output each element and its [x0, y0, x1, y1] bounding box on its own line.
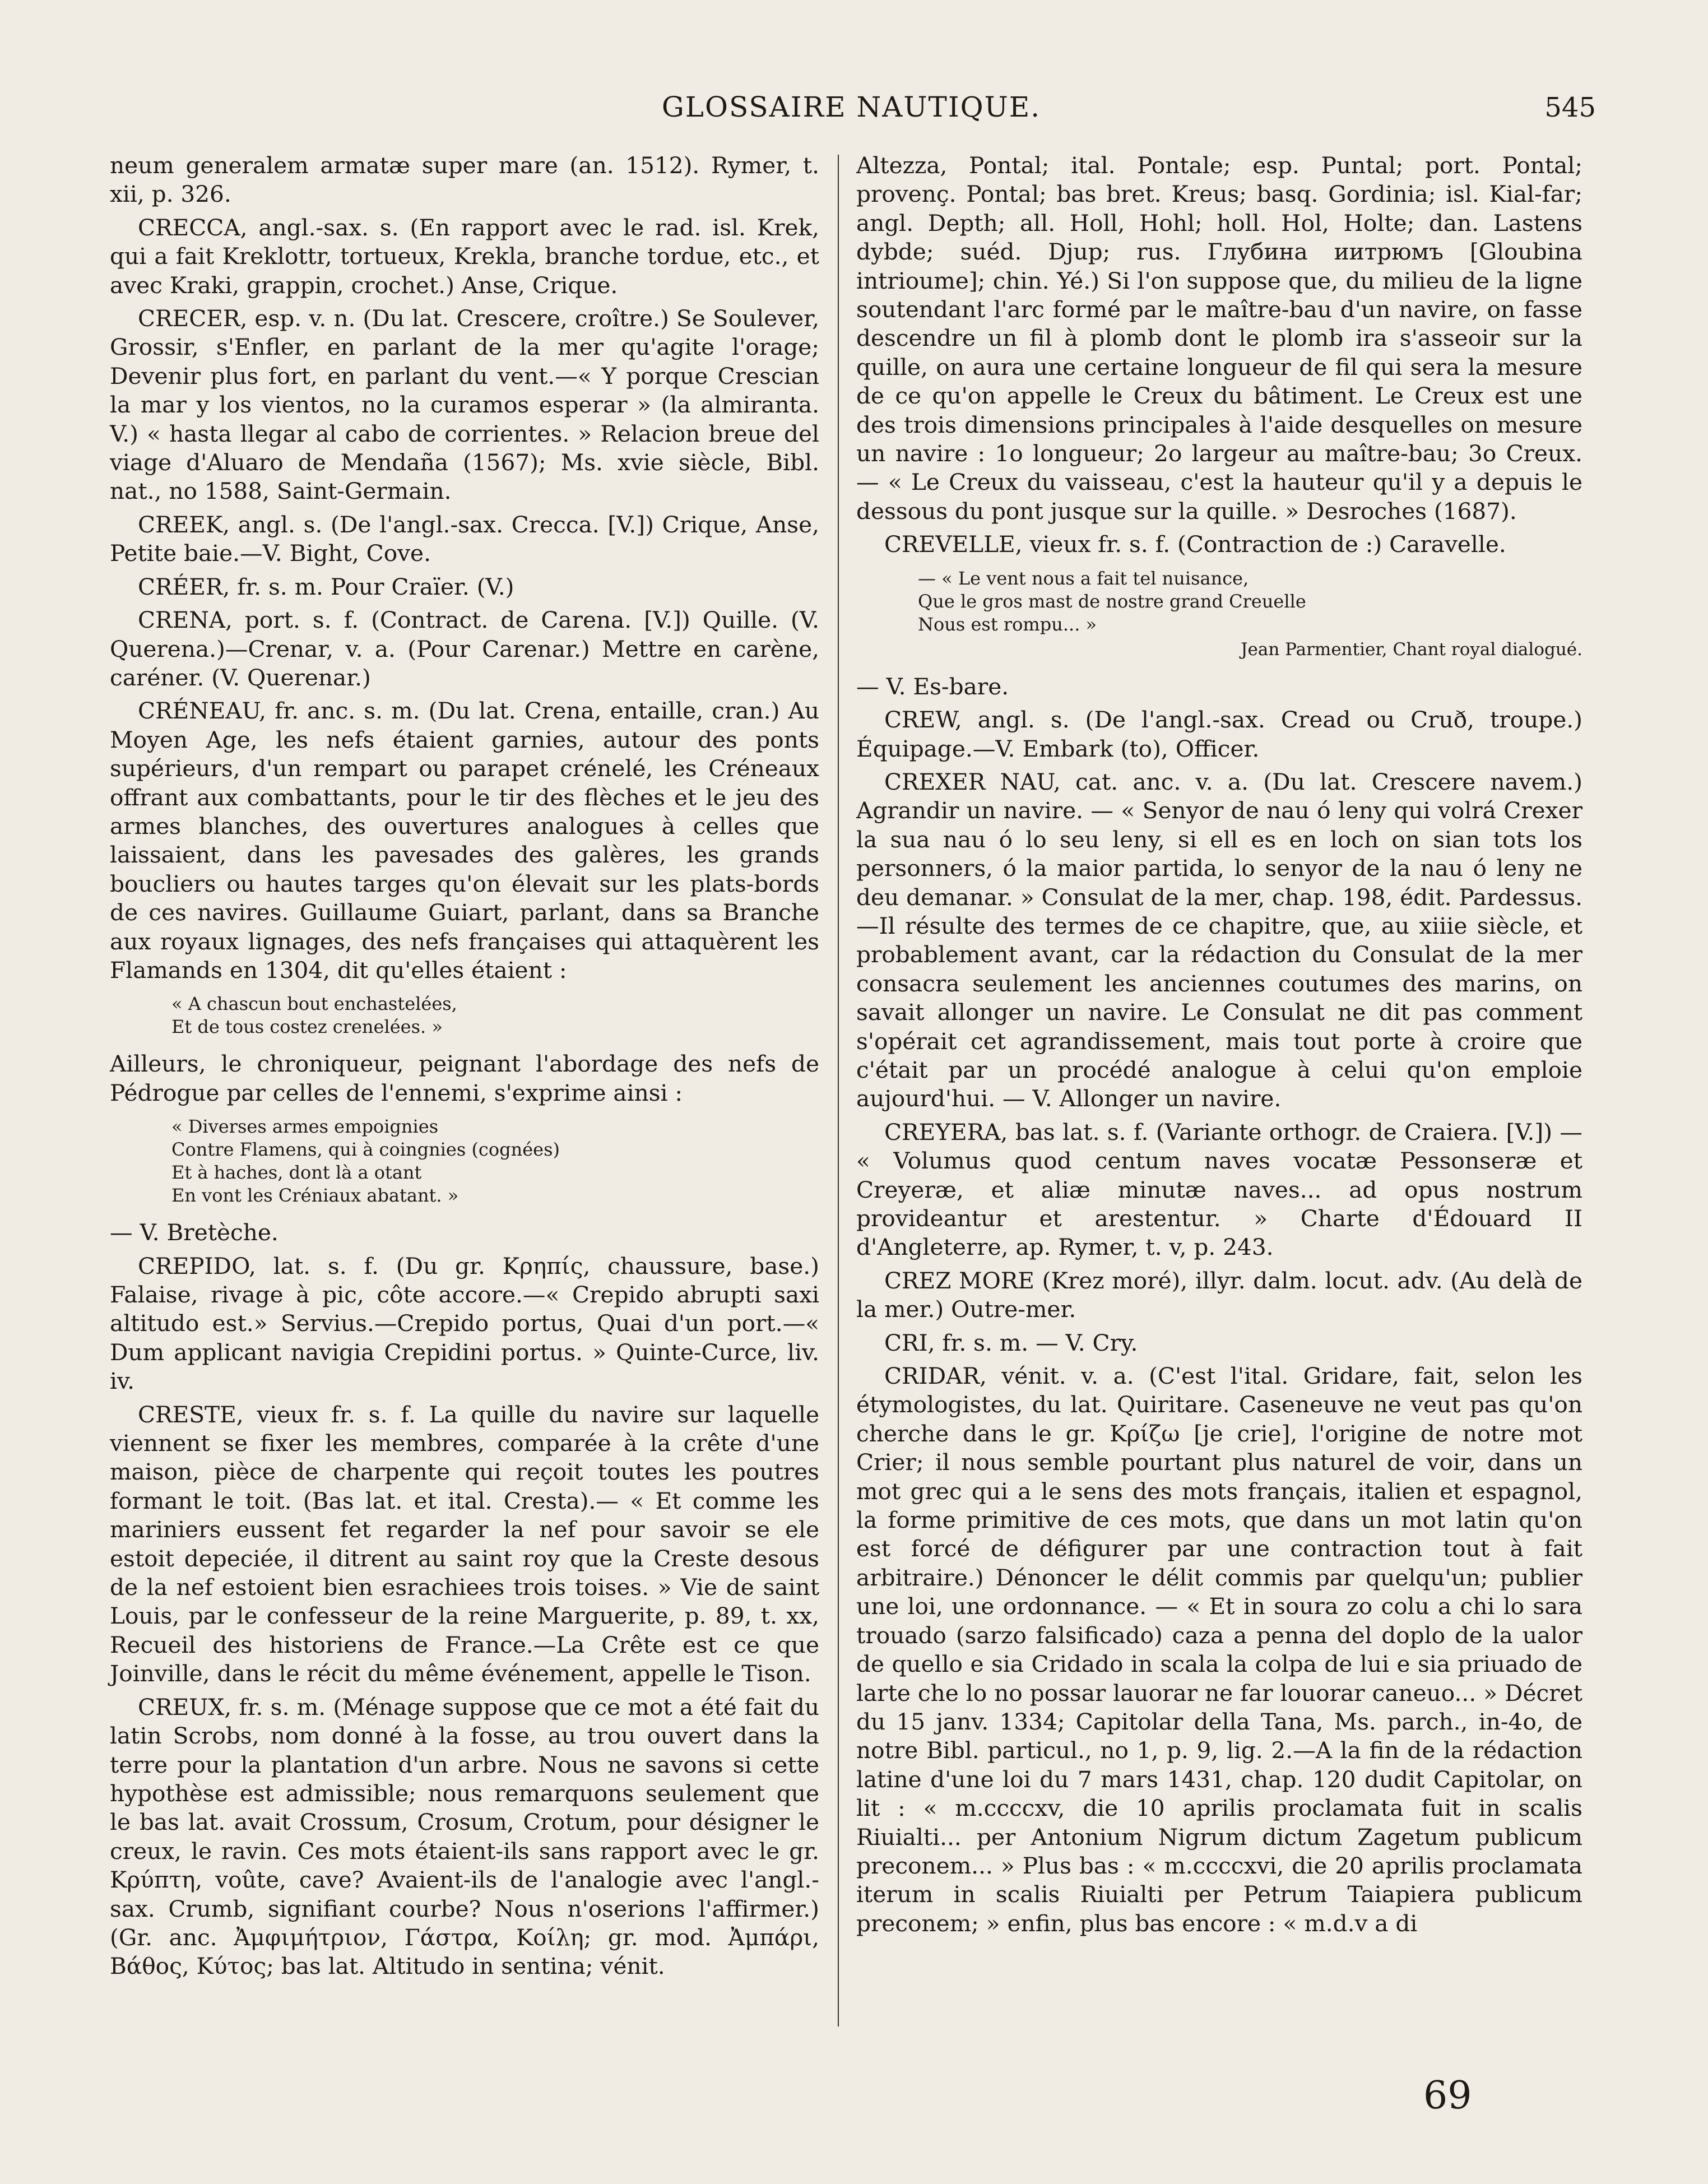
cross-reference: — V. Es-bare.	[856, 673, 1009, 700]
entry-crena: CRENA, port. s. f. (Contract. de Carena. [V.]) Quille. (V. Querena.)—Crenar, v. a. (Pour Carenar.) Mettre en carène, caréner. (V. Querenar.)	[110, 606, 819, 691]
verse-citation: Jean Parmentier, Chant royal dialogué.	[1241, 639, 1582, 660]
cross-reference: — V. Bretèche.	[110, 1219, 279, 1246]
verse-line: « A chascun bout enchastelées,	[171, 993, 457, 1015]
entry-creyera: CREYERA, bas lat. s. f. (Variante orthogr. de Craiera. [V.]) — « Volumus quod centum naves vocatæ Pessonseræ et Creyeræ, et aliæ minutæ naves... ad opus nostrum provideantur et arestentur. » Charte d'Édouard II d'Angleterre, ap. Rymer, t. v, p. 243.	[856, 1118, 1582, 1261]
column-divider	[838, 155, 839, 2027]
verse-line: — « Le vent nous a fait tel nuisance,	[918, 567, 1249, 589]
verse-line: « Diverses armes empoignies	[171, 1116, 439, 1138]
right-column	[856, 151, 1582, 2083]
entry-creneau-cont: Ailleurs, le chroniqueur, peignant l'abordage des nefs de Pédrogue par celles de l'ennemi, s'exprime ainsi :	[110, 1050, 819, 1106]
entry-continuation: neum generalem armatæ super mare (an. 1512). Rymer, t. xii, p. 326.	[110, 152, 819, 208]
page-number: 545	[1544, 92, 1596, 123]
entry-crexer-nau: CREXER NAU, cat. anc. v. a. (Du lat. Crescere navem.) Agrandir un navire. — « Senyor de nau ó leny qui volrá Crexer la sua nau ó lo seu leny, si ell es en loch on sian tots los personners, ó la maior partida, lo senyor de la nau ó leny ne deu demanar. » Consulat de la mer, chap. 198, édit. Pardessus.—Il résulte des termes de ce chapitre, que, au xiiie siècle, et probablement avant, car la rédaction du Consulat de la mer consacra seulement les anciennes coutumes des marins, on savait allonger un navire. Le Consulat ne dit pas comment s'opérait cet agrandissement, mais tout porte à croire que c'était par un procédé analogue à celui qu'on emploie aujourd'hui. — V. Allonger un navire.	[856, 768, 1582, 1112]
entry-crew: CREW, angl. s. (De l'angl.-sax. Cread ou Cruð, troupe.) Équipage.—V. Embark (to), Officer.	[856, 706, 1582, 762]
verse-quote-3	[918, 567, 1582, 661]
entry-crecer: CRECER, esp. v. n. (Du lat. Crescere, croître.) Se Soulever, Grossir, s'Enfler, en parlant de la mer qu'agite l'orage; Devenir plus fort, en parlant du vent.—« Y porque Crescian la mar y los vientos, no la curamos esperar » (la almiranta. V.) « hasta llegar al cabo de corrientes. » Relacion breue del viage d'Aluaro de Mendaña (1567); Ms. xvie siècle, Bibl. nat., no 1588, Saint-Germain.	[110, 305, 819, 505]
entry-crevelle: CREVELLE, vieux fr. s. f. (Contraction de :) Caravelle.	[884, 531, 1506, 558]
entry-creste: CRESTE, vieux fr. s. f. La quille du navire sur laquelle viennent se fixer les membres, comparée à la crête d'une maison, pièce de charpente qui reçoit toutes les poutres formant le toit. (Bas lat. et ital. Cresta).— « Et comme les mariniers eussent fet regarder la nef pour savoir se ele estoit depeciée, il ditrent au saint roy que la Creste desous de la nef estoient bien esrachiees trois toises. » Vie de saint Louis, par le confesseur de la reine Marguerite, p. 89, t. xx, Recueil des historiens de France.—La Crête est ce que Joinville, dans le récit du même événement, appelle le Tison.	[110, 1401, 819, 1687]
entry-creux: CREUX, fr. s. m. (Ménage suppose que ce mot a été fait du latin Scrobs, nom donné à la fosse, au trou ouvert dans la terre pour la plantation d'un arbre. Nous ne savons si cette hypothèse est admissible; nous remarquons seulement que le bas lat. avait Crossum, Crosum, Crotum, pour désigner le creux, le ravin. Ces mots étaient-ils sans rapport avec le gr. Κρύπτη, voûte, cave? Avaient-ils de l'analogie avec l'angl.-sax. Crumb, signifiant courbe? Nous n'oserions l'affirmer.) (Gr. anc. Ἀμφιμήτριον, Γάστρα, Κοίλη; gr. mod. Ἀμπάρι, Βάθος, Κύτος; bas lat. Altitudo in sentina; vénit.	[110, 1693, 819, 1980]
entry-creneau: CRÉNEAU, fr. anc. s. m. (Du lat. Crena, entaille, cran.) Au Moyen Age, les nefs étaient garnies, autour des ponts supérieurs, d'un rempart ou parapet crénelé, les Créneaux offrant aux combattants, pour le tir des flèches et le jeu des armes blanches, des ouvertures analogues à celles que laissaient, dans les pavesades des galères, les grands boucliers ou hautes targes qu'on élevait sur les plats-bords de ces navires. Guillaume Guiart, parlant, dans sa Branche aux royaux lignages, des nefs françaises qui attaquèrent les Flamands en 1304, dit qu'elles étaient :	[110, 697, 819, 984]
verse-line: Contre Flamens, qui à coingnies (cognées)	[171, 1139, 560, 1161]
verse-quote-1	[171, 993, 819, 1038]
verse-line: Nous est rompu... »	[918, 613, 1097, 635]
entry-cri: CRI, fr. s. m. — V. Cry.	[884, 1329, 1138, 1356]
entry-crecca: CRECCA, angl.-sax. s. (En rapport avec le rad. isl. Krek, qui a fait Kreklottr, tortueux, Krekla, branche tordue, etc., et avec Kraki, grappin, crochet.) Anse, Crique.	[110, 214, 819, 299]
entry-crepido: CREPIDO, lat. s. f. (Du gr. Κρηπίς, chaussure, base.) Falaise, rivage à pic, côte accore.—« Crepido abrupti saxi altitudo est.» Servius.—Crepido portus, Quai d'un port.—« Dum applicant navigia Crepidini portus. » Quinte-Curce, liv. iv.	[110, 1252, 819, 1395]
verse-line: Que le gros mast de nostre grand Creuelle	[918, 590, 1306, 612]
verse-line: Et à haches, dont là a otant	[171, 1162, 422, 1184]
entry-creek: CREEK, angl. s. (De l'angl.-sax. Crecca. [V.]) Crique, Anse, Petite baie.—V. Bight, Cove.	[110, 511, 819, 567]
entry-cridar: CRIDAR, vénit. v. a. (C'est l'ital. Gridare, fait, selon les étymologistes, du lat. Quiritare. Caseneuve ne veut pas qu'on cherche dans le gr. Κρίζω [je crie], l'origine de notre mot Crier; il nous semble pourtant plus naturel de voir, dans un mot grec qui a le sens des mots français, italien et espagnol, la forme primitive de ces mots, que dans un mot latin qu'on est forcé de défigurer par une contraction tout à fait arbitraire.) Dénoncer le délit commis par quelqu'un; publier une loi, une ordonnance. — « Et in soura zo colu a chi lo sara trouado (sarzo falsificado) caza a penna del doplo de la ualor de quello e sia Cridado in scala la colpa de lui e sia priuado de larte che lo no possar lauorar ne far louorar caneuo... » Décret du 15 janv. 1334; Capitolar della Tana, Ms. parch., in-4o, de notre Bibl. particul., no 1, p. 9, lig. 2.—A la fin de la rédaction latine d'une loi du 7 mars 1431, chap. 120 dudit Capitolar, on lit : « m.ccccxv, die 10 aprilis proclamata fuit in scalis Riuialti... per Antonium Nigrum dictum Zagetum publicum preconem... » Plus bas : « m.ccccxvi, die 20 aprilis proclamata iterum in scalis Riuialti per Petrum Taiapiera publicum preconem; » enfin, plus bas encore : « m.d.v a di	[856, 1362, 1582, 1937]
entry-creux-cont: Altezza, Pontal; ital. Pontale; esp. Puntal; port. Pontal; provenç. Pontal; bas bret. Kreus; basq. Gordinia; isl. Kial-far; angl. Depth; all. Holl, Hohl; holl. Hol, Holte; dan. Lastens dybde; suéd. Djup; rus. Глубина иитрюмъ [Gloubina intrioume]; chin. Yé.) Si l'on suppose que, du milieu de la ligne soutendant l'arc formé par le maître-bau d'un navire, on fasse descendre un fil à plomb dont le plomb ira s'asseoir sur la quille, on aura une certaine longueur de fil qui sera la mesure de ce qu'on appelle le Creux du bâtiment. Le Creux est une des trois dimensions principales à l'aide desquelles on mesure un navire : 1o longueur; 2o largeur au maître-bau; 3o Creux. — « Le Creux du vaisseau, c'est la hauteur qu'il y a depuis le dessous du pont jusque sur la quille. » Desroches (1687).	[856, 152, 1582, 525]
entry-creer: CRÉER, fr. s. m. Pour Craïer. (V.)	[138, 573, 514, 600]
entry-crez-more: CREZ MORE (Krez moré), illyr. dalm. locut. adv. (Au delà de la mer.) Outre-mer.	[856, 1267, 1582, 1323]
verse-line: En vont les Créniaux abatant. »	[171, 1185, 459, 1207]
verse-quote-2	[171, 1115, 819, 1207]
folio-number: 69	[1423, 2074, 1472, 2118]
left-column	[110, 151, 819, 2083]
running-title: GLOSSAIRE NAUTIQUE.	[661, 91, 1041, 123]
page-header	[90, 91, 1613, 130]
verse-line: Et de tous costez crenelées. »	[171, 1016, 443, 1038]
